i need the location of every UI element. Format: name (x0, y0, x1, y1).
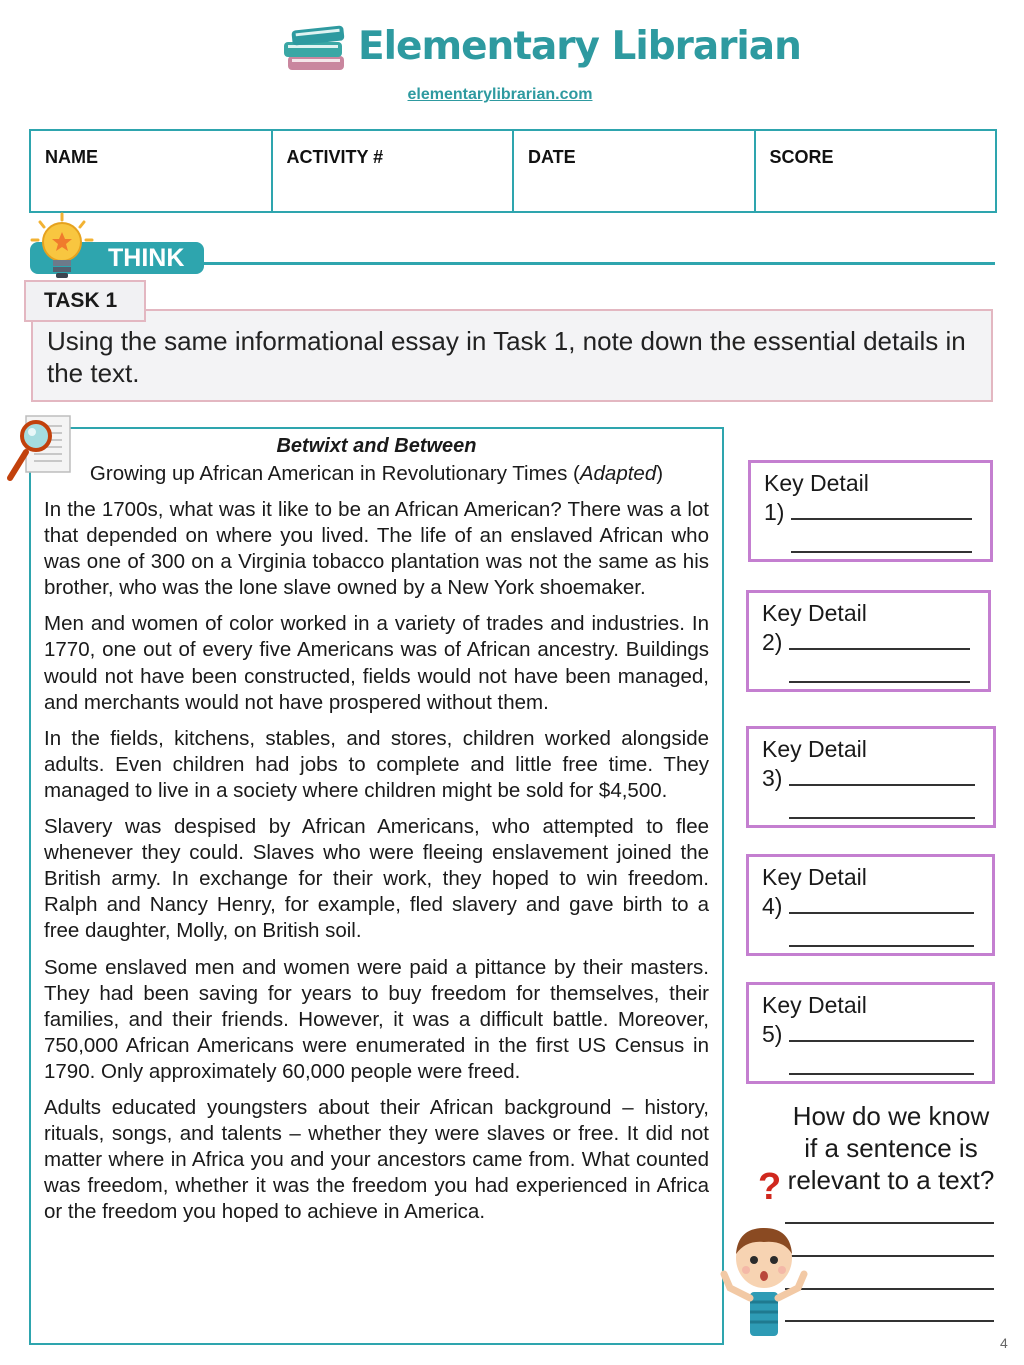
think-label: THINK (108, 244, 185, 272)
question-mark-icon: ? (758, 1166, 782, 1208)
question-line: if a sentence is (804, 1133, 978, 1163)
question-line: How do we know (792, 1101, 990, 1131)
key-detail-answer-line[interactable] (789, 681, 970, 683)
site-url-link[interactable]: elementarylibrarian.com (407, 86, 593, 103)
passage-subtitle (29, 462, 724, 486)
key-detail-answer-line[interactable] (789, 1073, 974, 1075)
date-field[interactable]: DATE (514, 131, 756, 211)
passage-paragraph: Men and women of color worked in a variety of trades and industries. In 1770, one out of every five Americans was of African ancestry. Buildings would not have been constructed, fields would not have been managed, and merchants would not have prospered without them. (44, 612, 709, 714)
key-detail-label: Key Detail 1) (764, 470, 869, 525)
key-detail-box-2 (746, 590, 991, 692)
key-detail-box-3 (746, 726, 996, 828)
task-instruction-box (31, 309, 993, 402)
question-answer-line[interactable] (785, 1320, 994, 1322)
logo-text: Elementary Librarian (358, 24, 801, 69)
key-detail-box-1 (748, 460, 993, 562)
key-detail-answer-line[interactable] (789, 784, 975, 786)
passage-paragraph: Some enslaved men and women were paid a pittance by their masters. They had been saving for years to buy freedom for themselves, their families, and their friends. However, it was a difficult battle. Moreover, 750,000 African Americans were enumerated in the first US Census in 1790. Only approximately 60,000 people were freed. (44, 955, 709, 1083)
subtitle-main: Growing up African American in Revolutionary Times ( (89, 462, 580, 485)
key-detail-box-4 (746, 854, 995, 956)
subtitle-end: ) (656, 462, 664, 485)
student-info-table (29, 129, 997, 213)
thinking-boy-icon (718, 1218, 810, 1336)
think-divider (200, 262, 995, 265)
key-detail-label: Key Detail 4) (762, 864, 867, 919)
page-number: 4 (1000, 1335, 1008, 1351)
key-detail-label: Key Detail 5) (762, 992, 867, 1047)
key-detail-answer-line[interactable] (789, 1040, 974, 1042)
reflection-question (772, 1100, 1010, 1196)
lightbulb-icon (26, 212, 102, 282)
key-detail-box-5 (746, 982, 995, 1084)
subtitle-adapted: Adapted (579, 462, 657, 485)
passage-paragraph: In the fields, kitchens, stables, and stores, children worked alongside adults. Even children had jobs to complete and little free time. They managed to live in a society where children might be sold for $4,500. (44, 726, 709, 802)
key-detail-label: Key Detail 2) (762, 600, 867, 655)
passage-body (44, 497, 709, 1235)
passage-paragraph: In the 1700s, what was it like to be an African American? There was a lot that depended on where you lived. The life of an enslaved African who was one of 300 on a Virginia tobacco plantation was not the same as his brother, who was the lone slave owned by a New York shoemaker. (44, 498, 709, 600)
score-field[interactable]: SCORE (769, 147, 834, 167)
name-field[interactable]: NAME (31, 131, 273, 211)
question-answer-line[interactable] (785, 1288, 994, 1290)
question-answer-line[interactable] (785, 1255, 994, 1257)
passage-title: Betwixt and Between (276, 435, 477, 457)
key-detail-answer-line[interactable] (791, 518, 972, 520)
key-detail-answer-line[interactable] (789, 648, 970, 650)
key-detail-answer-line[interactable] (789, 817, 975, 819)
key-detail-answer-line[interactable] (791, 551, 972, 553)
key-detail-answer-line[interactable] (789, 912, 974, 914)
task-tab: TASK 1 (24, 280, 146, 322)
key-detail-label: Key Detail 3) (762, 736, 867, 791)
question-answer-line[interactable] (785, 1222, 994, 1224)
passage-paragraph: Slavery was despised by African Americans, who attempted to flee whenever they could. Slaves who were fleeing enslavement joined the British army. In exchange for their work, they hoped to win freedom. Ralph and Nancy Henry, for example, fled slavery and gave birth to a free daughter, Molly, on British soil. (44, 815, 709, 943)
key-detail-answer-line[interactable] (789, 945, 974, 947)
task-instruction-text: Using the same informational essay in Task 1, note down the essential details in the text. (47, 326, 966, 388)
question-line: relevant to a text? (787, 1165, 995, 1195)
passage-paragraph: Adults educated youngsters about their African background – history, rituals, songs, and talents – whether they were slaves or free. It did not matter where in Africa you and your ancestors came from. What counted was freedom, whether it was the freedom you had experienced in Africa or the freedom you hoped to achieve in America. (44, 1095, 709, 1224)
activity-field[interactable]: ACTIVITY # (273, 131, 515, 211)
